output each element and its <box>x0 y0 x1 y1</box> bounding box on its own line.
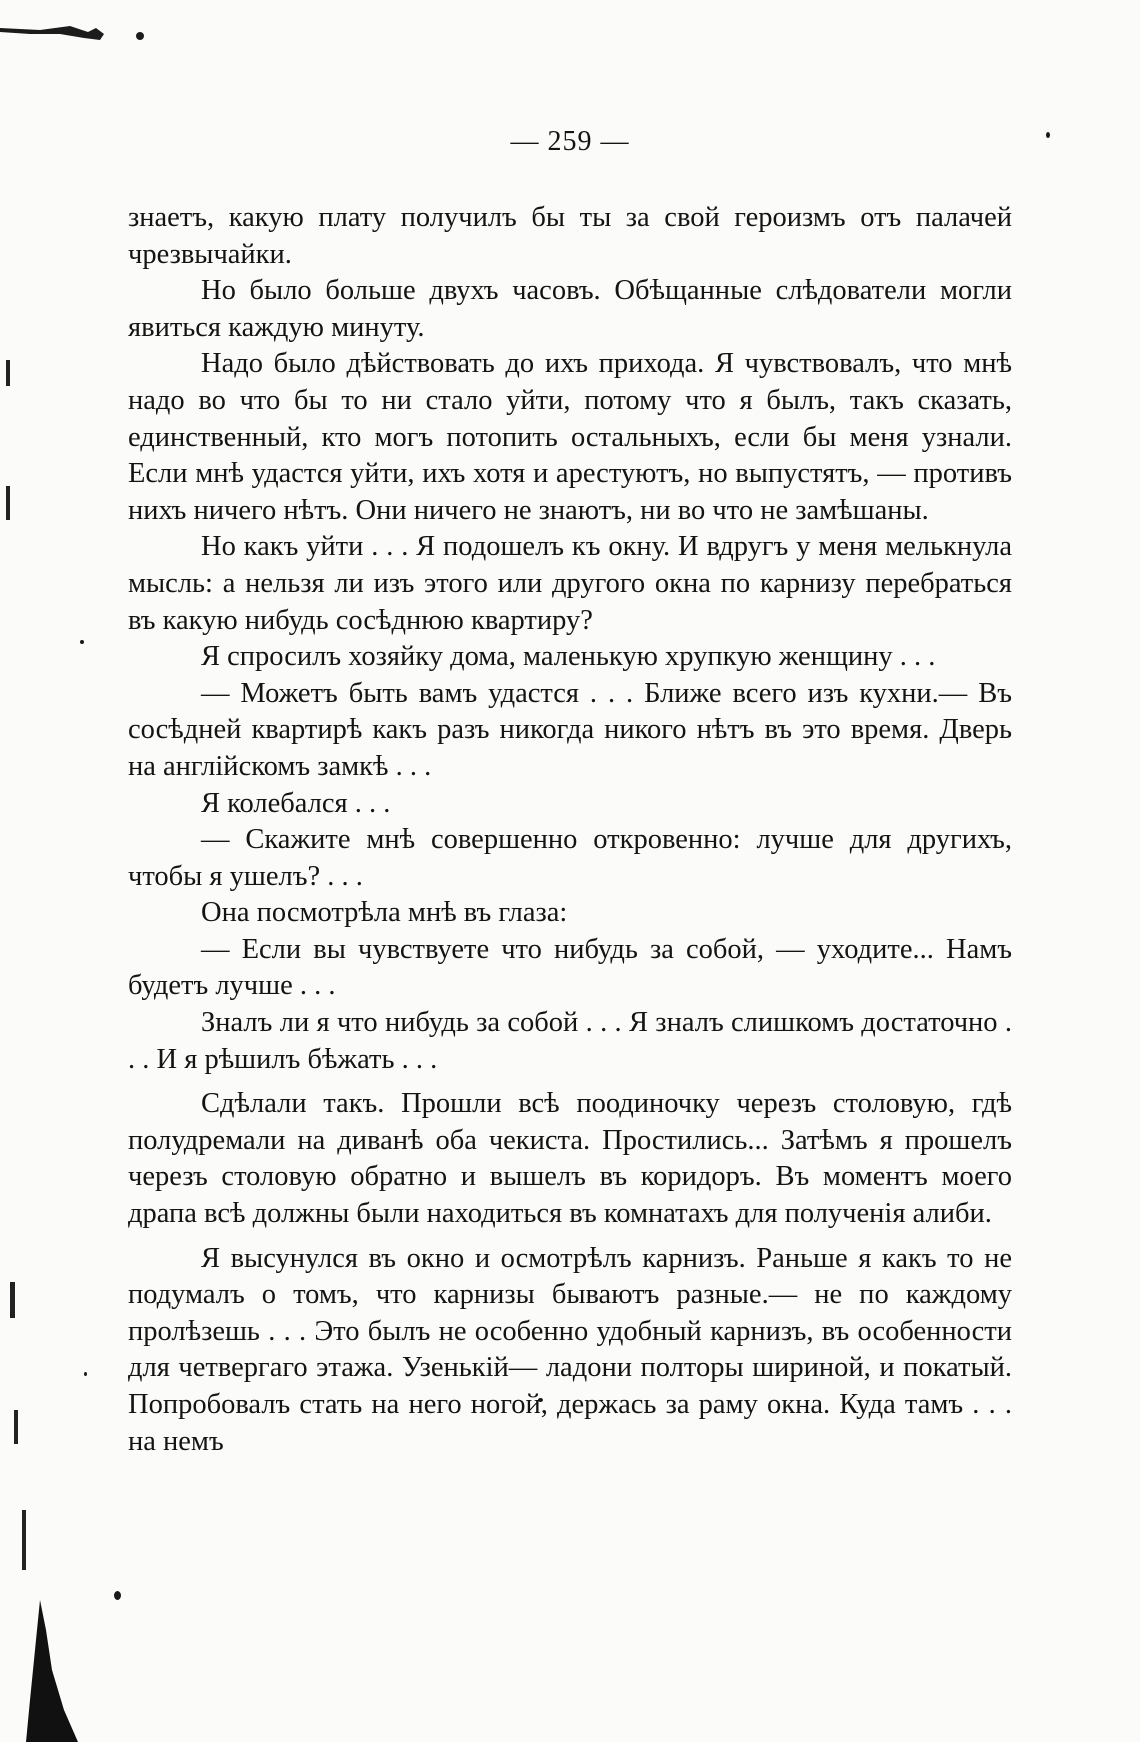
paragraph: — Если вы чувствуете что нибудь за собой, — уходите... Намъ будетъ лучше . . . <box>128 933 1012 1002</box>
edge-mark <box>22 1510 26 1570</box>
edge-mark <box>6 486 10 520</box>
paragraph: Я спросилъ хозяйку дома, маленькую хрупкую женщину . . . <box>201 641 936 673</box>
edge-mark <box>10 1282 15 1318</box>
paragraph: Но какъ уйти . . . Я подошелъ къ окну. И вдругъ у меня мелькнула мысль: а нельзя ли изъ этого или другого окна по карнизу перебраться въ какую нибудь сосѣднюю квартиру? <box>128 531 1012 636</box>
paragraph: Надо было дѣйствовать до ихъ прихода. Я чувствовалъ, что мнѣ надо во что бы то ни стало уйти, потому что я былъ, такъ сказать, единственный, кто могъ потопить остальныхъ, если бы меня узнали. Если мнѣ удастся уйти, ихъ хотя и арестуютъ, но выпустятъ, — противъ нихъ ничего нѣтъ. Они ничего не знаютъ, ни во что не замѣшаны. <box>128 348 1012 526</box>
paragraph: — Скажите мнѣ совершенно откровенно: лучше для другихъ, чтобы я ушелъ? . . . <box>128 824 1012 892</box>
scan-speck <box>80 640 84 644</box>
page-number: — 259 — <box>510 126 630 157</box>
paragraph: Она посмотрѣла мнѣ въ глаза: <box>201 897 568 929</box>
edge-mark <box>6 360 10 386</box>
binding-shadow-icon <box>22 1600 82 1742</box>
paragraph: знаетъ, какую плату получилъ бы ты за свой героизмъ отъ палачей чрезвычайки. <box>128 202 1012 270</box>
paragraph: Сдѣлали такъ. Прошли всѣ поодиночку черезъ столовую, гдѣ полудремали на диванѣ оба чекиста. Простились... Затѣмъ я прошелъ черезъ столовую обратно и вышелъ въ коридоръ. Въ моментъ моего драпа всѣ должны были находиться въ комнатахъ для полученія алиби. <box>128 1088 1012 1230</box>
edge-mark <box>14 1410 18 1444</box>
scan-smudge-icon <box>0 20 150 50</box>
paragraph: Я колебался . . . <box>201 787 391 819</box>
scan-speck <box>84 1372 87 1376</box>
paragraph: Я высунулся въ окно и осмотрѣлъ карнизъ. Раньше я какъ то не подумалъ о томъ, что карнизы бываютъ разные.— не по каждому пролѣзешь . . . Это былъ не особенно удобный карнизъ, въ особенности для четвергаго этажа. Узенькій— ладони полторы шириной, и покатый. Попробовалъ стать на него ногой, держась за раму окна. Куда тамъ . . . на немъ <box>128 1242 1012 1457</box>
paragraph: — Можетъ быть вамъ удастся . . . Ближе всего изъ кухни.— Въ сосѣдней квартирѣ какъ разъ никогда никого нѣтъ въ это время. Дверь на англійскомъ замкѣ . . . <box>128 677 1012 782</box>
body-text <box>128 200 1012 1460</box>
paragraph: Зналъ ли я что нибудь за собой . . . Я зналъ слишкомъ достаточно . . . И я рѣшилъ бѣжать . . . <box>128 1007 1012 1075</box>
paragraph: Но было больше двухъ часовъ. Обѣщанные слѣдователи могли явиться каждую минуту. <box>128 275 1012 343</box>
scan-speck <box>114 1591 121 1600</box>
